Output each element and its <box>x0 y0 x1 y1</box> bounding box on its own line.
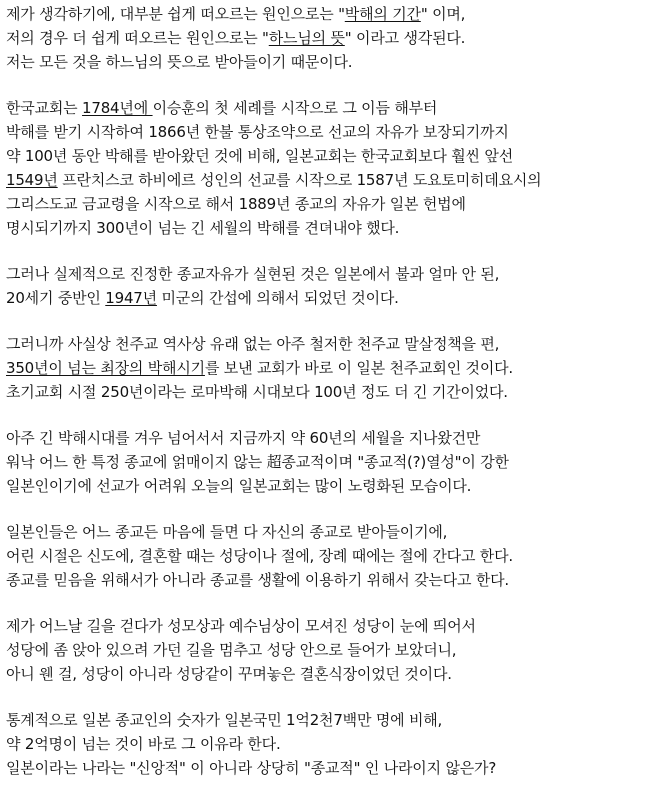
underlined-text: 350년이 넘는 최장의 박해시기 <box>6 359 205 377</box>
text-line <box>6 144 668 168</box>
text-line <box>6 638 668 662</box>
text-line <box>6 708 668 732</box>
text-line <box>6 96 668 120</box>
text-line <box>6 286 668 310</box>
text-segment: 박해를 받기 시작하여 1866년 한불 통상조약으로 선교의 자유가 보장되기까지 <box>6 123 509 141</box>
text-line <box>6 356 668 380</box>
underlined-text: 하느님의 뜻 <box>268 29 345 47</box>
text-segment: 통계적으로 일본 종교인의 숫자가 일본국민 1억2천7백만 명에 비해, <box>6 711 443 729</box>
text-segment: 어린 시절은 신도에, 결혼할 때는 성당이나 절에, 장례 때에는 절에 간다고 한다. <box>6 547 513 565</box>
text-line <box>6 50 668 74</box>
underlined-text: 1549년 <box>6 171 58 189</box>
text-line <box>6 614 668 638</box>
text-line <box>6 520 668 544</box>
underlined-text: 1784년에 <box>82 99 153 117</box>
text-segment: 제가 어느날 길을 걷다가 성모상과 예수님상이 모셔진 성당이 눈에 띄어서 <box>6 617 476 635</box>
text-segment: 아주 긴 박해시대를 겨우 넘어서서 지금까지 약 60년의 세월을 지나왔건만 <box>6 429 481 447</box>
text-segment: 일본인들은 어느 종교든 마음에 들면 다 자신의 종교로 받아들이기에, <box>6 523 448 541</box>
paragraph-gap <box>6 404 668 426</box>
text-line <box>6 544 668 568</box>
text-segment: 프란치스코 하비에르 성인의 선교를 시작으로 1587년 도요토미히데요시의 <box>57 171 542 189</box>
text-segment: 그러니까 사실상 천주교 역사상 유래 없는 아주 철저한 천주교 말살정책을 편, <box>6 335 500 353</box>
text-segment: 미군의 간섭에 의해서 되었던 것이다. <box>156 289 399 307</box>
text-line <box>6 262 668 286</box>
paragraph <box>6 2 668 74</box>
paragraph-gap <box>6 74 668 96</box>
paragraph <box>6 426 668 498</box>
text-segment: 아니 웬 걸, 성당이 아니라 성당같이 꾸며놓은 결혼식장이었던 것이다. <box>6 665 452 683</box>
underlined-text: 박해의 기간 <box>344 5 421 23</box>
text-segment: 제가 생각하기에, 대부분 쉽게 떠오르는 원인으로는 " <box>6 5 345 23</box>
paragraph-gap <box>6 240 668 262</box>
text-segment: 저는 모든 것을 하느님의 뜻으로 받아들이기 때문이다. <box>6 53 353 71</box>
text-segment: 저의 경우 더 쉽게 떠오르는 원인으로는 " <box>6 29 269 47</box>
text-segment: " 이며, <box>420 5 466 23</box>
paragraph <box>6 96 668 240</box>
text-segment: 초기교회 시절 250년이라는 로마박해 시대보다 100년 정도 더 긴 기간이었다. <box>6 383 508 401</box>
paragraph-gap <box>6 498 668 520</box>
document-body <box>6 0 668 780</box>
text-segment: " 이라고 생각된다. <box>344 29 466 47</box>
paragraph-gap <box>6 310 668 332</box>
paragraph-gap <box>6 686 668 708</box>
text-line <box>6 380 668 404</box>
paragraph <box>6 614 668 686</box>
text-segment: 그러나 실제적으로 진정한 종교자유가 실현된 것은 일본에서 불과 얼마 안 된, <box>6 265 500 283</box>
text-segment: 성당에 좀 앉아 있으려 가던 길을 멈추고 성당 안으로 들어가 보았더니, <box>6 641 457 659</box>
text-segment: 약 100년 동안 박해를 받아왔던 것에 비해, 일본교회는 한국교회보다 훨씬 앞선 <box>6 147 513 165</box>
text-line <box>6 168 668 192</box>
text-segment: 일본이라는 나라는 "신앙적" 이 아니라 상당히 "종교적" 인 나라이지 않은가? <box>6 759 497 777</box>
paragraph <box>6 520 668 592</box>
text-line <box>6 474 668 498</box>
text-segment: 그리스도교 금교령을 시작으로 해서 1889년 종교의 자유가 일본 헌법에 <box>6 195 466 213</box>
text-line <box>6 732 668 756</box>
text-segment: 약 2억명이 넘는 것이 바로 그 이유라 한다. <box>6 735 281 753</box>
text-segment: 한국교회는 <box>6 99 83 117</box>
text-line <box>6 192 668 216</box>
text-segment: 일본인이기에 선교가 어려워 오늘의 일본교회는 많이 노령화된 모습이다. <box>6 477 472 495</box>
text-segment: 20세기 중반인 <box>6 289 106 307</box>
underlined-text: 1947년 <box>105 289 157 307</box>
paragraph <box>6 262 668 310</box>
text-line <box>6 26 668 50</box>
text-line <box>6 568 668 592</box>
text-line <box>6 426 668 450</box>
text-line <box>6 332 668 356</box>
text-segment: 워낙 어느 한 특정 종교에 얽매이지 않는 超종교적이며 "종교적(?)열성"이 강한 <box>6 453 509 471</box>
text-line <box>6 756 668 780</box>
paragraph <box>6 708 668 780</box>
text-line <box>6 450 668 474</box>
text-segment: 종교를 믿음을 위해서가 아니라 종교를 생활에 이용하기 위해서 갖는다고 한다. <box>6 571 509 589</box>
text-line <box>6 2 668 26</box>
text-segment: 명시되기까지 300년이 넘는 긴 세월의 박해를 견뎌내야 했다. <box>6 219 400 237</box>
text-segment: 이승훈의 첫 세례를 시작으로 그 이듬 해부터 <box>152 99 438 117</box>
text-segment: 를 보낸 교회가 바로 이 일본 천주교회인 것이다. <box>204 359 513 377</box>
paragraph <box>6 332 668 404</box>
paragraph-gap <box>6 592 668 614</box>
text-line <box>6 120 668 144</box>
text-line <box>6 662 668 686</box>
text-line <box>6 216 668 240</box>
